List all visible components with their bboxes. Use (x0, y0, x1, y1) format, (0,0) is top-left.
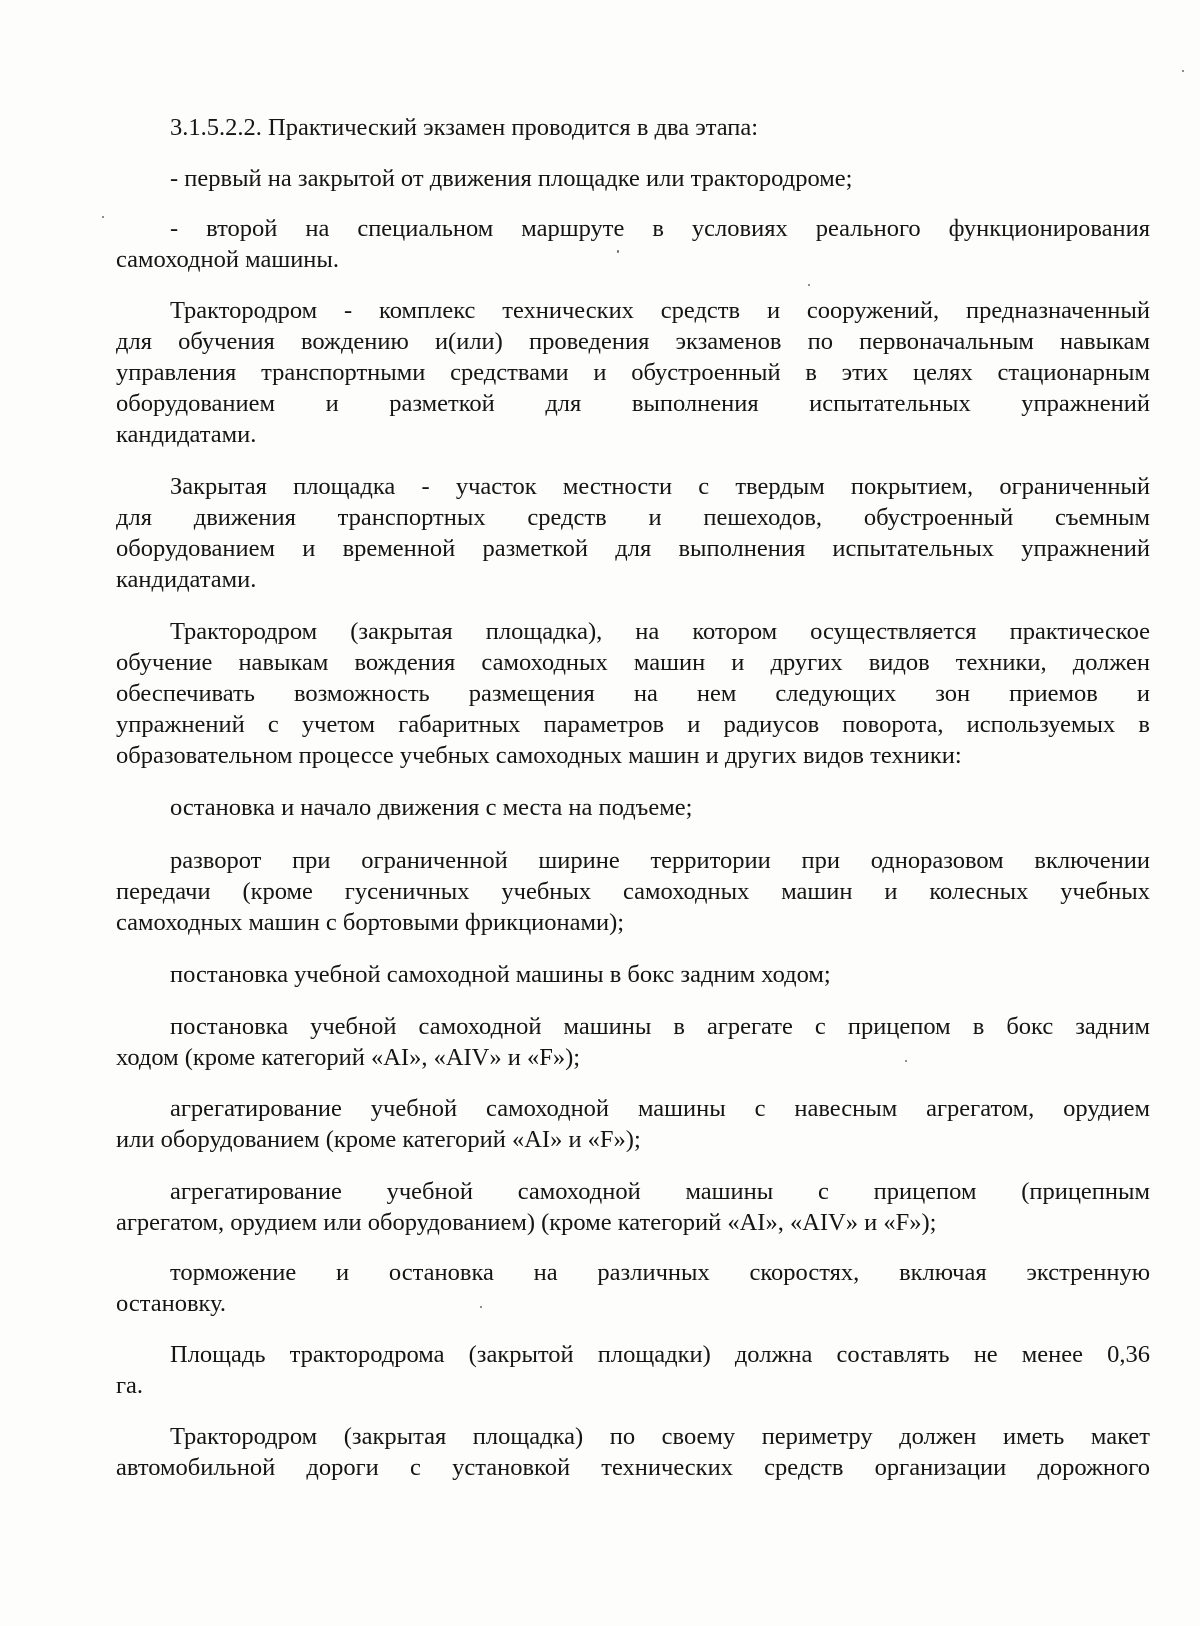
text-line: - второй на специальном маршруте в условиях реального функционирования (170, 215, 1150, 242)
text-line: автомобильной дороги с установкой технических средств организации дорожного (116, 1454, 1150, 1481)
text-line: Трактородром - комплекс технических средств и сооружений, предназначенный (170, 297, 1150, 324)
scan-speck (102, 216, 104, 218)
text-line: постановка учебной самоходной машины в бокс задним ходом; (170, 961, 831, 988)
text-line: обеспечивать возможность размещения на нем следующих зон приемов и (116, 680, 1150, 707)
text-line: обучение навыкам вождения самоходных машин и других видов техники, должен (116, 649, 1150, 676)
text-line: управления транспортными средствами и обустроенный в этих целях стационарным (116, 359, 1150, 386)
text-line: самоходной машины. (116, 246, 340, 273)
text-line: торможение и остановка на различных скоростях, включая экстренную (170, 1259, 1150, 1286)
scan-speck (480, 1306, 482, 1308)
text-line: или оборудованием (кроме категорий «AI» и «F»); (116, 1126, 641, 1153)
text-line: ходом (кроме категорий «AI», «AIV» и «F»); (116, 1044, 581, 1071)
text-line: Трактородром (закрытая площадка), на котором осуществляется практическое (170, 618, 1150, 645)
scan-speck (617, 250, 619, 253)
text-line: - первый на закрытой от движения площадке или трактородроме; (170, 165, 853, 192)
scan-speck (1182, 70, 1184, 72)
scan-speck (808, 284, 810, 286)
text-line: Трактородром (закрытая площадка) по своему периметру должен иметь макет (170, 1423, 1150, 1450)
text-line: кандидатами. (116, 566, 257, 593)
text-line: агрегатирование учебной самоходной машины с прицепом (прицепным (170, 1178, 1150, 1205)
text-line: агрегатом, орудием или оборудованием) (кроме категорий «AI», «AIV» и «F»); (116, 1209, 937, 1236)
text-line: Площадь трактородрома (закрытой площадки) должна составлять не менее 0,36 (170, 1341, 1150, 1368)
text-line: для обучения вождению и(или) проведения экзаменов по первоначальным навыкам (116, 328, 1150, 355)
text-line: упражнений с учетом габаритных параметров и радиусов поворота, используемых в (116, 711, 1150, 738)
text-line: га. (116, 1372, 144, 1399)
text-line: образовательном процессе учебных самоходных машин и других видов техники: (116, 742, 962, 769)
text-line: разворот при ограниченной ширине территории при одноразовом включении (170, 847, 1150, 874)
text-line: для движения транспортных средств и пешеходов, обустроенный съемным (116, 504, 1150, 531)
text-line: постановка учебной самоходной машины в агрегате с прицепом в бокс задним (170, 1013, 1150, 1040)
text-line: оборудованием и разметкой для выполнения испытательных упражнений (116, 390, 1150, 417)
text-line: оборудованием и временной разметкой для выполнения испытательных упражнений (116, 535, 1150, 562)
scan-speck (905, 1060, 907, 1062)
text-line: агрегатирование учебной самоходной машины с навесным агрегатом, орудием (170, 1095, 1150, 1122)
text-line: передачи (кроме гусеничных учебных самоходных машин и колесных учебных (116, 878, 1150, 905)
text-line: 3.1.5.2.2. Практический экзамен проводится в два этапа: (170, 114, 759, 141)
text-line: самоходных машин с бортовыми фрикционами); (116, 909, 625, 936)
text-line: Закрытая площадка - участок местности с твердым покрытием, ограниченный (170, 473, 1150, 500)
text-line: остановка и начало движения с места на подъеме; (170, 794, 693, 821)
text-line: остановку. (116, 1290, 227, 1317)
text-line: кандидатами. (116, 421, 257, 448)
